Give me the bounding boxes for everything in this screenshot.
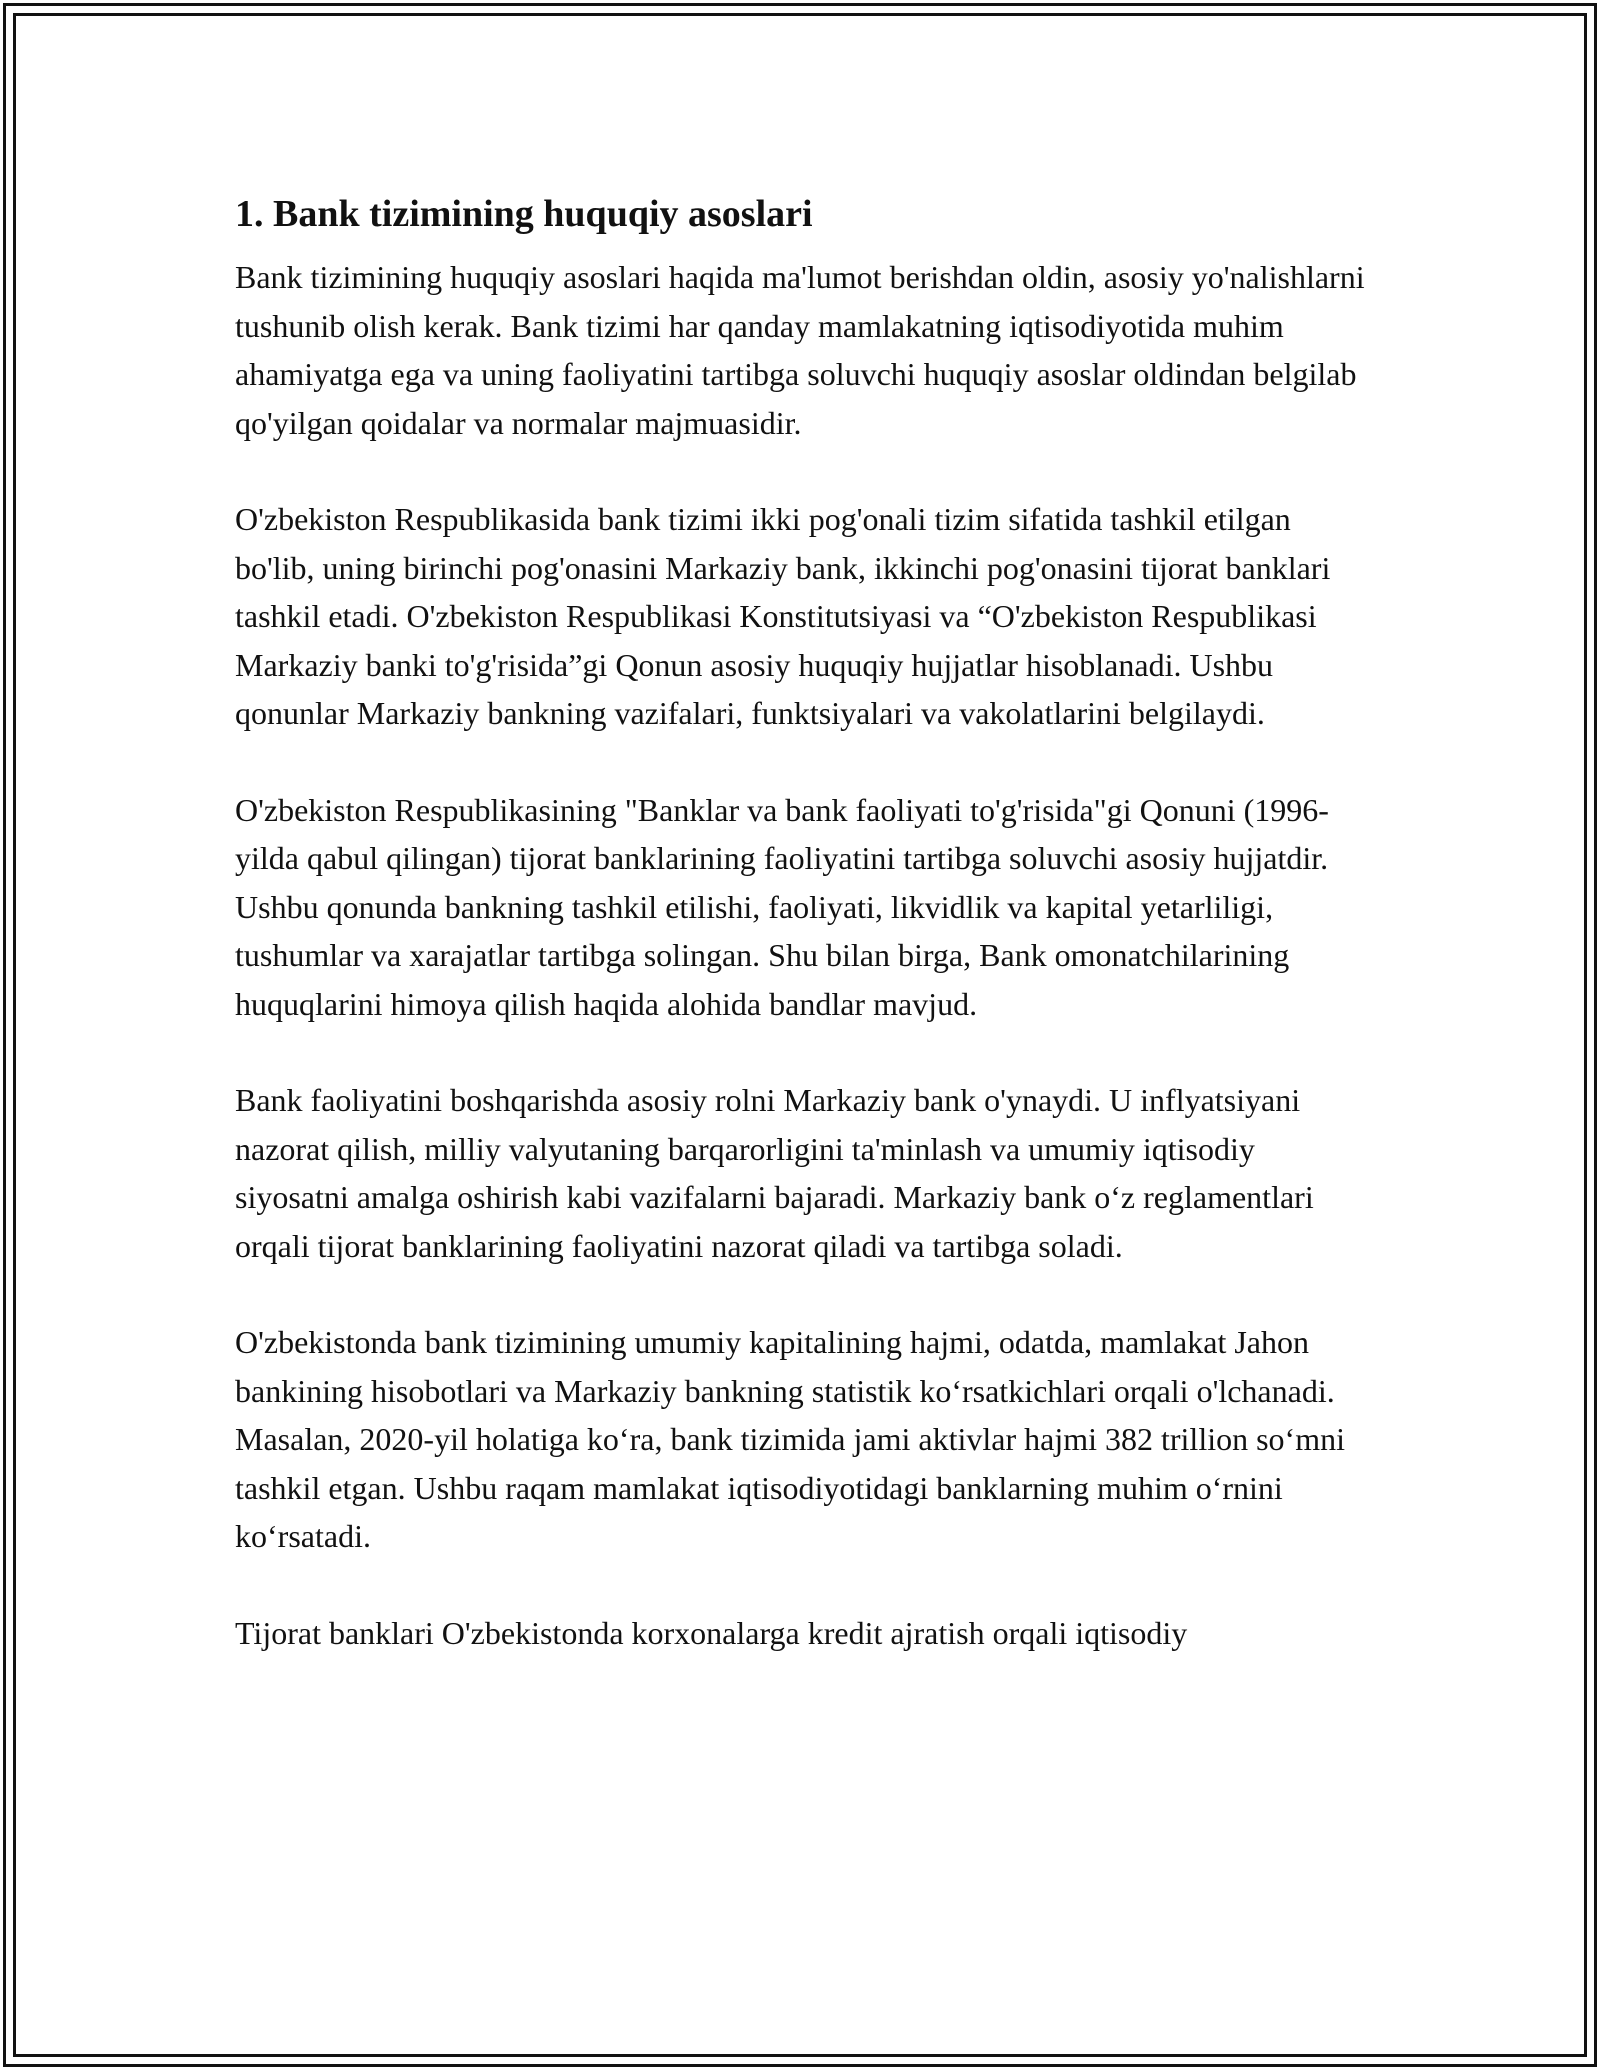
document-content: [235, 185, 1365, 1705]
paragraph-two-tier-system: O'zbekiston Respublikasida bank tizimi ikki pog'onali tizim sifatida tashkil etilgan bo'lib, uning birinchi pog'onasini Markaziy bank, ikkinchi pog'onasini tijorat banklari tashkil etadi. O'zbekiston Respublikasi Konstitutsiyasi va “O'zbekiston Respublikasi Markaziy banki to'g'risida”gi Qonun asosiy huquqiy hujjatlar hisoblanadi. Ushbu qonunlar Markaziy bankning vazifalari, funktsiyalari va vakolatlarini belgilaydi.: [235, 501, 1331, 731]
paragraph-commercial-banks: Tijorat banklari O'zbekistonda korxonalarga kredit ajratish orqali iqtisodiy: [235, 1614, 1188, 1651]
paragraph-legal-basis-intro: Bank tizimining huquqiy asoslari haqida ma'lumot berishdan oldin, asosiy yo'nalishlarni tushunib olish kerak. Bank tizimi har qanday mamlakatning iqtisodiyotida muhim ahamiyatga ega va uning faoliyatini tartibga soluvchi huquqiy asoslar oldindan belgilab qo'yilgan qoidalar va normalar majmuasidir.: [235, 259, 1365, 441]
paragraph-banking-law: O'zbekiston Respublikasining "Banklar va bank faoliyati to'g'risida"gi Qonuni (1996-yilda qabul qilingan) tijorat banklarining faoliyatini tartibga soluvchi asosiy hujjatdir. Ushbu qonunda bankning tashkil etilishi, faoliyati, likvidlik va kapital yetarliligi, tushumlar va xarajatlar tartibga solingan. Shu bilan birga, Bank omonatchilarining huquqlarini himoya qilish haqida alohida bandlar mavjud.: [235, 791, 1329, 1022]
paragraph-central-bank-role: Bank faoliyatini boshqarishda asosiy rolni Markaziy bank o'ynaydi. U inflyatsiyani nazorat qilish, milliy valyutaning barqarorligini ta'minlash va umumiy iqtisodiy siyosatni amalga oshirish kabi vazifalarni bajaradi. Markaziy bank o‘z reglamentlari orqali tijorat banklarining faoliyatini nazorat qiladi va tartibga soladi.: [235, 1082, 1314, 1264]
section-heading: 1. Bank tizimining huquqiy asoslari: [235, 193, 813, 235]
paragraph-capital-volume: O'zbekistonda bank tizimining umumiy kapitalining hajmi, odatda, mamlakat Jahon bankining hisobotlari va Markaziy bankning statistik ko‘rsatkichlari orqali o'lchanadi. Masalan, 2020-yil holatiga ko‘ra, bank tizimida jami aktivlar hajmi 382 trillion so‘mni tashkil etgan. Ushbu raqam mamlakat iqtisodiyotidagi banklarning muhim o‘rnini ko‘rsatadi.: [235, 1324, 1345, 1554]
